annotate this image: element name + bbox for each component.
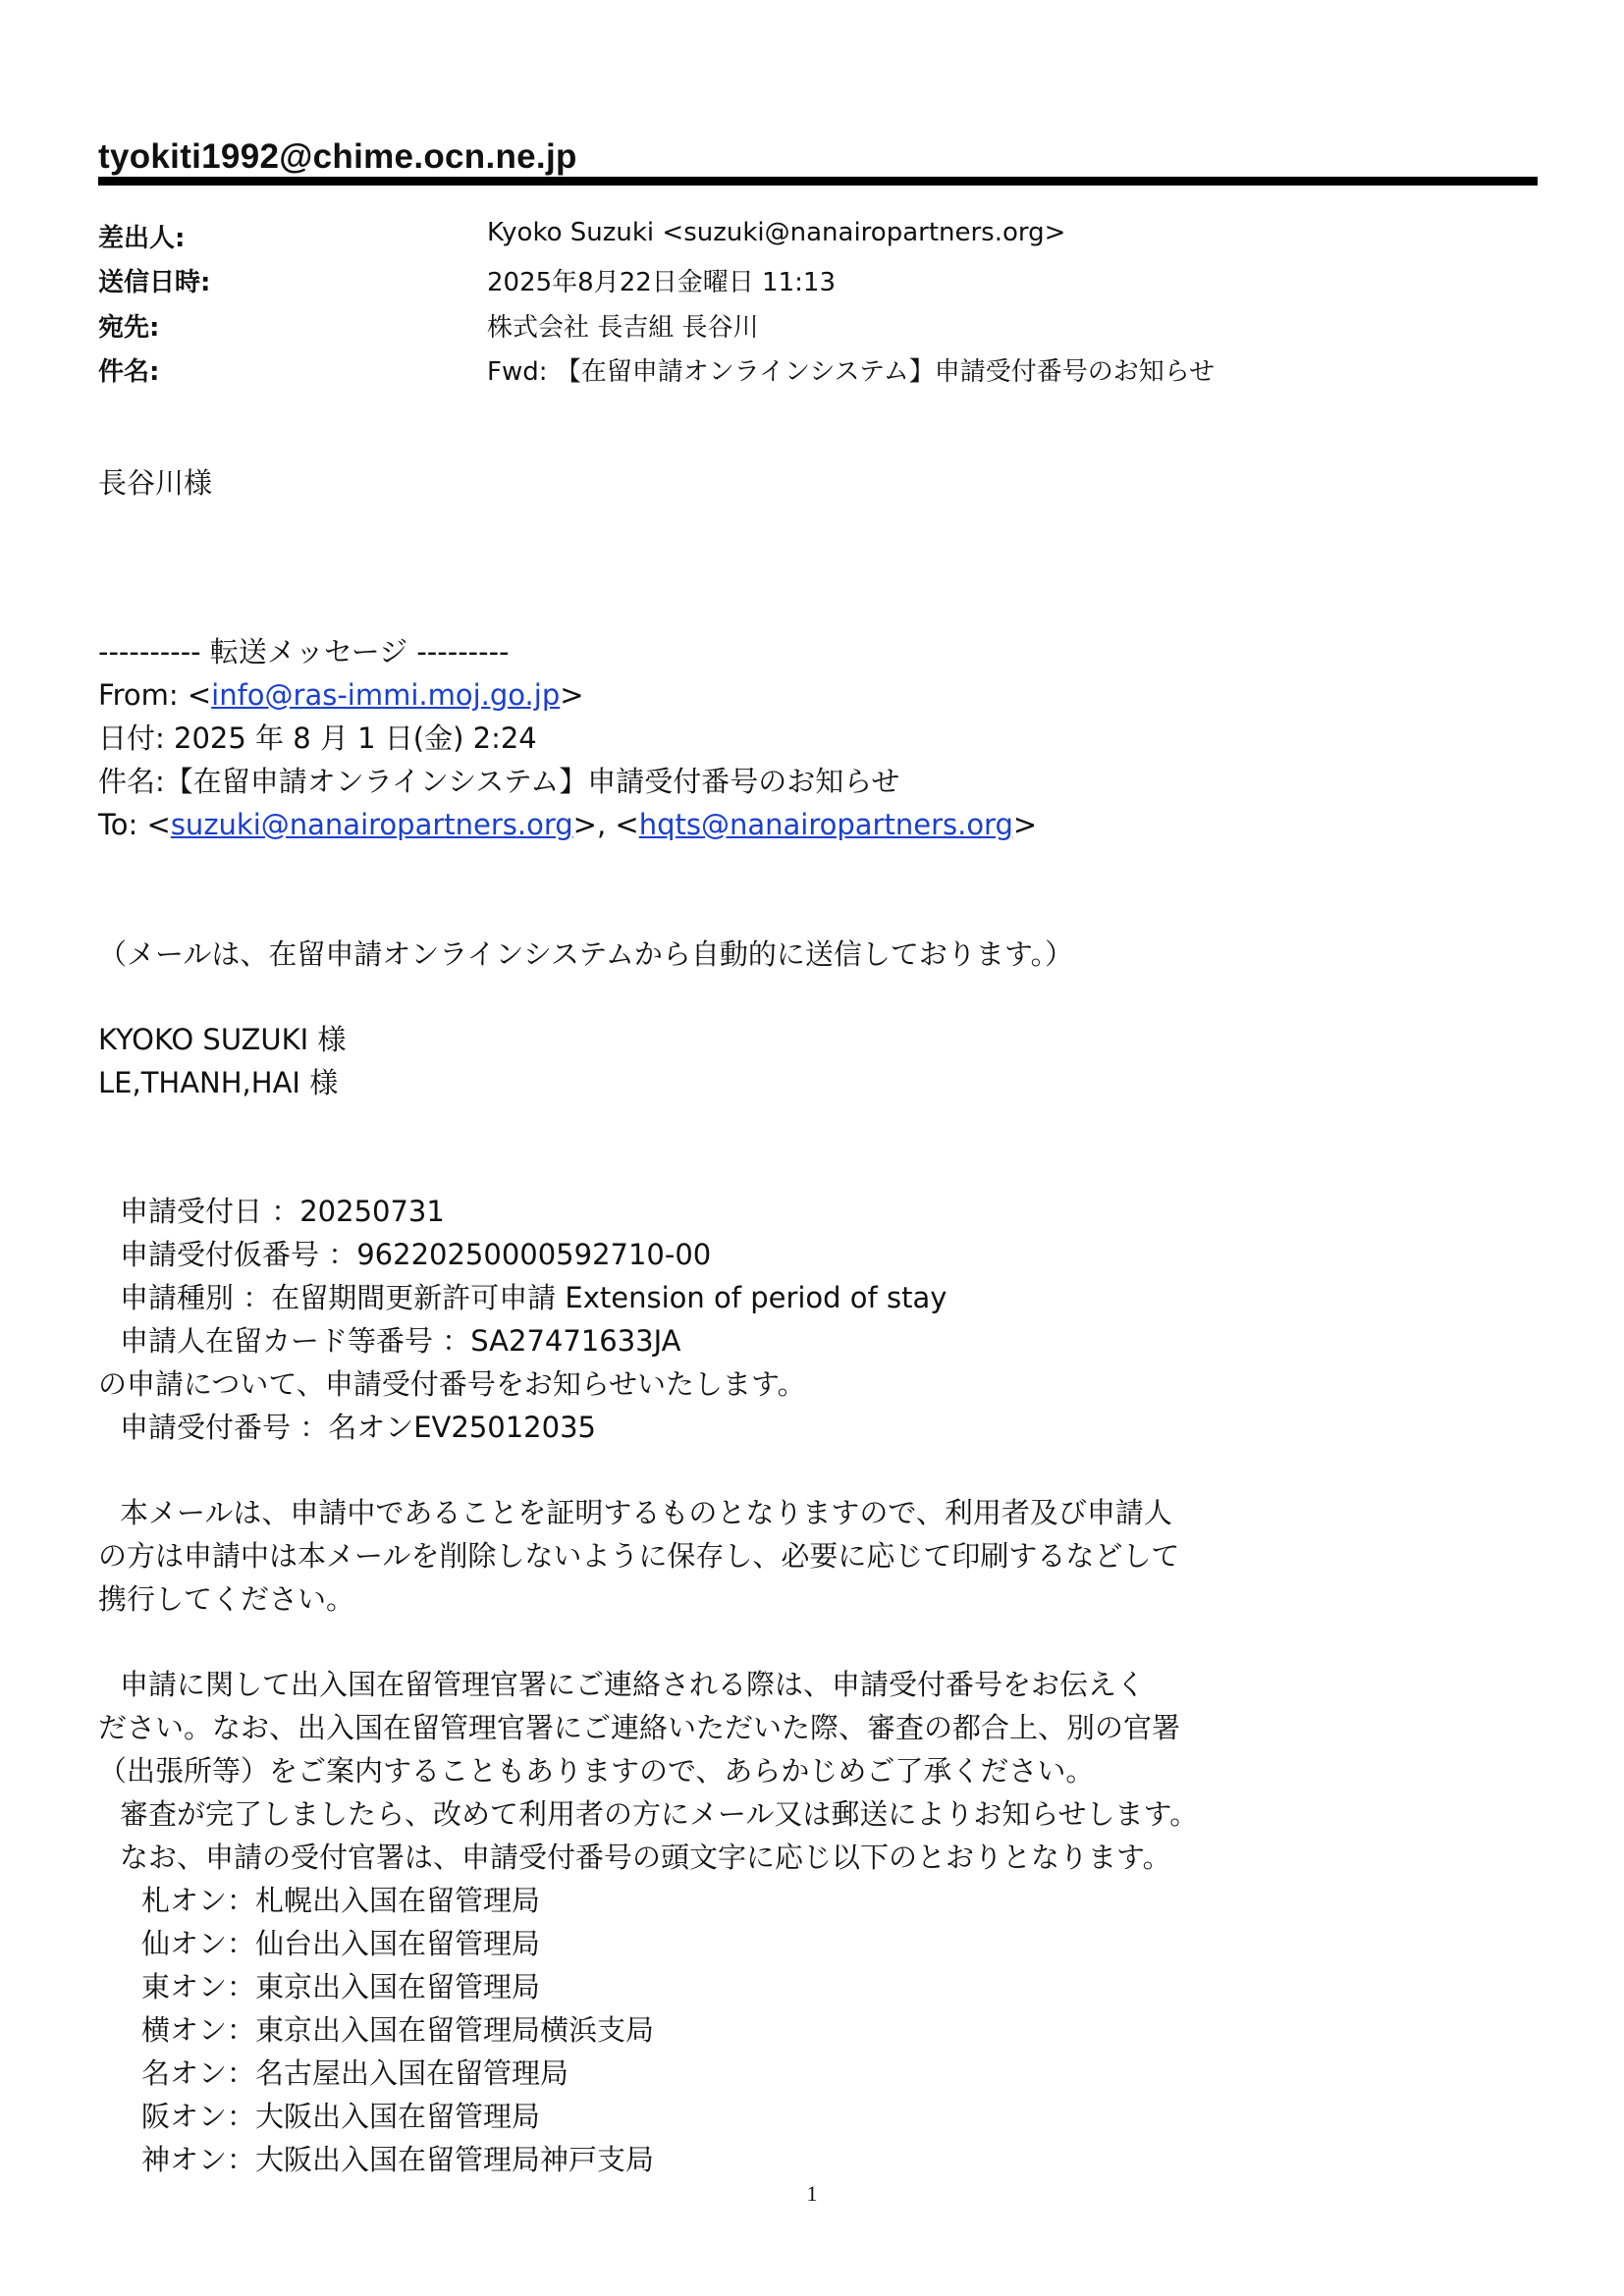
office-line: 阪オン：大阪出入国在留管理局: [141, 2100, 541, 2133]
forward-to-line: [98, 803, 1037, 846]
header-to-value: 株式会社 長吉組 長谷川: [487, 313, 759, 343]
office-line: 東オン：東京出入国在留管理局: [141, 1970, 541, 2003]
forward-from-suffix: >: [560, 678, 584, 712]
paragraph-line: 審査が完了しましたら、改めて利用者の方にメール又は郵送によりお知らせします。: [120, 1797, 1199, 1831]
paragraph-line: の方は申請中は本メールを削除しないように保存し、必要に応じて印刷するなどして: [98, 1539, 1180, 1573]
forward-to-prefix: To: <: [98, 808, 171, 841]
paragraph-line: （出張所等）をご案内することもありますので、あらかじめご了承ください。: [98, 1754, 1095, 1788]
header-sent-row: [98, 262, 1473, 301]
paragraph-line: ださい。なお、出入国在留管理官署にご連絡いただいた際、審査の都合上、別の官署: [98, 1711, 1181, 1744]
page-number: 1: [806, 2181, 818, 2206]
recipient-line: LE,THANH,HAI 様: [98, 1066, 339, 1099]
header-from-value: Kyoko Suzuki <suzuki@nanairopartners.org>: [487, 218, 1066, 247]
detail-line: 申請人在留カード等番号 ：SA27471633JA: [120, 1324, 681, 1358]
office-line: 札オン：札幌出入国在留管理局: [141, 1884, 541, 1917]
office-line: 仙オン：仙台出入国在留管理局: [141, 1927, 541, 1960]
forward-from-link[interactable]: info@ras-immi.moj.go.jp: [211, 678, 561, 712]
detail-line: 申請種別 ：在留期間更新許可申請 Extension of period of stay: [120, 1281, 947, 1314]
recipient-line: KYOKO SUZUKI 様: [98, 1023, 347, 1056]
paragraph-line: 本メールは、申請中であることを証明するものとなりますので、利用者及び申請人: [120, 1496, 1172, 1529]
forward-to-link-2[interactable]: hqts@nanairopartners.org: [638, 808, 1013, 841]
detail-line: 申請受付仮番号 ：96220250000592710-00: [120, 1238, 712, 1271]
header-from-label: 差出人:: [98, 224, 186, 253]
header-subject-row: [98, 351, 1473, 391]
header-from-row: [98, 218, 1473, 257]
forward-from-line: [98, 673, 584, 717]
receipt-number-line: 申請受付番号 ：名オンEV25012035: [120, 1411, 596, 1444]
forward-subject-line: 件名:【在留申請オンラインシステム】申請受付番号のお知らせ: [98, 765, 900, 798]
header-sent-label: 送信日時:: [98, 268, 211, 297]
header-rule: [98, 177, 1538, 186]
auto-notice: （メールは、在留申請オンラインシステムから自動的に送信しております。）: [98, 937, 1074, 971]
forward-to-separator: >, <: [572, 808, 639, 841]
paragraph-line: 携行してください。: [98, 1582, 355, 1616]
notice-line: の申請について、申請受付番号をお知らせいたします。: [98, 1367, 806, 1401]
paragraph-line: 申請に関して出入国在留管理官署にご連絡される際は、申請受付番号をお伝えく: [120, 1668, 1146, 1701]
forward-separator: ---------- 転送メッセージ ---------: [98, 635, 510, 668]
forward-from-prefix: From: <: [98, 678, 212, 712]
header-subject-value: Fwd: 【在留申請オンラインシステム】申請受付番号のお知らせ: [487, 357, 1215, 387]
forward-date-line: 日付: 2025 年 8 月 1 日(金) 2:24: [98, 721, 537, 755]
header-to-label: 宛先:: [98, 313, 160, 343]
header-to-row: [98, 307, 1473, 347]
office-line: 名オン：名古屋出入国在留管理局: [141, 2056, 569, 2090]
forward-to-link-1[interactable]: suzuki@nanairopartners.org: [170, 808, 573, 841]
header-sent-value: 2025年8月22日金曜日 11:13: [487, 268, 836, 297]
header-subject-label: 件名:: [98, 357, 160, 387]
detail-line: 申請受付日 ：20250731: [120, 1195, 445, 1228]
paragraph-line: なお、申請の受付官署は、申請受付番号の頭文字に応じ以下のとおりとなります。: [120, 1841, 1171, 1874]
forward-to-suffix: >: [1012, 808, 1038, 841]
greeting: 長谷川様: [98, 466, 213, 500]
office-line: 横オン：東京出入国在留管理局横浜支局: [141, 2013, 655, 2047]
office-line: 神オン：大阪出入国在留管理局神戸支局: [141, 2143, 655, 2176]
account-address: tyokiti1992@chime.ocn.ne.jp: [98, 137, 577, 176]
